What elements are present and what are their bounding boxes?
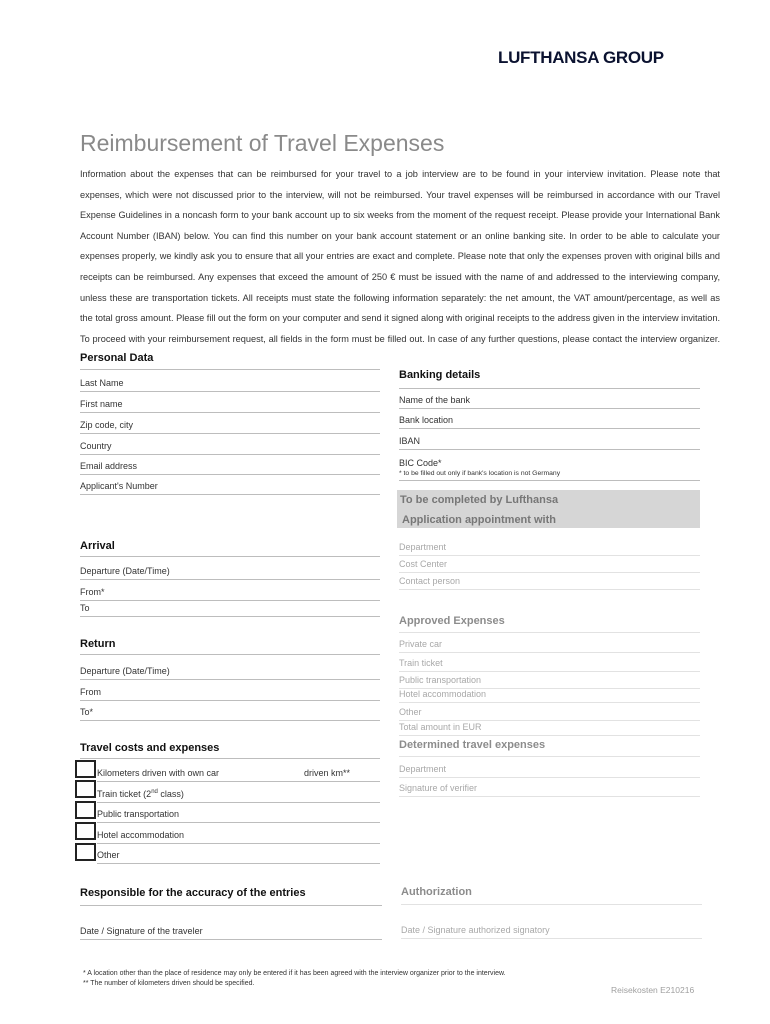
traveler-signature-field[interactable]: Date / Signature of the traveler — [80, 926, 382, 940]
approved-hotel-field: Hotel accommodation — [399, 689, 700, 703]
approved-expenses-heading: Approved Expenses — [399, 615, 505, 627]
other-field[interactable]: Other — [97, 850, 380, 864]
lufthansa-only-title: To be completed by Lufthansa — [400, 494, 559, 506]
arrival-from-field[interactable]: From* — [80, 587, 380, 601]
company-logo: LUFTHANSA GROUP — [498, 48, 664, 67]
train-ticket-checkbox[interactable] — [75, 780, 96, 798]
last-name-field[interactable]: Last Name — [80, 378, 380, 392]
train-ticket-label: Train ticket (2 — [97, 789, 152, 799]
train-ticket-sup: nd — [151, 789, 158, 795]
footnote-km: ** The number of kilometers driven should be specified. — [83, 980, 255, 987]
travel-costs-heading: Travel costs and expenses — [80, 742, 220, 754]
signature-verifier-field: Signature of verifier — [399, 783, 700, 797]
authorized-signature-field: Date / Signature authorized signatory — [401, 925, 702, 939]
return-to-field[interactable]: To* — [80, 707, 380, 721]
approved-train-ticket-field: Train ticket — [399, 658, 700, 672]
arrival-heading: Arrival — [80, 540, 115, 552]
km-label: Kilometers driven with own car — [97, 768, 220, 778]
other-checkbox[interactable] — [75, 843, 96, 861]
divider — [401, 904, 702, 905]
lh-cost-center-field: Cost Center — [399, 559, 700, 573]
first-name-field[interactable]: First name — [80, 399, 380, 413]
train-ticket-label-end: class) — [157, 789, 184, 799]
approved-private-car-field: Private car — [399, 639, 700, 653]
personal-data-heading: Personal Data — [80, 352, 154, 364]
train-ticket-field[interactable] — [97, 789, 380, 803]
bic-field[interactable]: BIC Code* — [399, 458, 442, 468]
divider — [399, 632, 700, 633]
return-departure-field[interactable]: Departure (Date/Time) — [80, 666, 380, 680]
country-field[interactable]: Country — [80, 441, 380, 455]
arrival-departure-field[interactable]: Departure (Date/Time) — [80, 566, 380, 580]
divider — [80, 905, 382, 906]
divider — [80, 758, 380, 759]
bank-name-field[interactable]: Name of the bank — [399, 395, 700, 409]
email-field[interactable]: Email address — [80, 461, 380, 475]
bank-location-field[interactable]: Bank location — [399, 415, 700, 429]
lh-contact-person-field: Contact person — [399, 576, 700, 590]
application-appointment-label: Application appointment with — [402, 514, 556, 526]
divider — [399, 756, 700, 757]
divider — [399, 480, 700, 481]
banking-details-heading: Banking details — [399, 369, 481, 381]
lh-department-field: Department — [399, 542, 700, 556]
zip-city-field[interactable]: Zip code, city — [80, 420, 380, 434]
determined-expenses-heading: Determined travel expenses — [399, 739, 546, 751]
hotel-field[interactable]: Hotel accommodation — [97, 830, 380, 844]
return-heading: Return — [80, 638, 116, 650]
return-from-field[interactable]: From — [80, 687, 380, 701]
arrival-to-field[interactable]: To — [80, 603, 380, 617]
bic-note: * to be filled out only if bank's location is not Germany — [399, 470, 561, 477]
divider — [80, 556, 380, 557]
form-code: Reisekosten E210216 — [611, 985, 695, 995]
iban-field[interactable]: IBAN — [399, 436, 700, 450]
km-field[interactable] — [97, 768, 380, 782]
intro-text: Information about the expenses that can be reimbursed for your travel to a job interview are to be found in your interview invitation. Please note that expenses, which were not discussed prior to the interview, will not be reimbursed. Your travel expenses will be reimbursed in accordance with our Travel Expense Guidelines in a noncash form to your bank account up to six weeks from the moment of the request receipt. Please provide your International Bank Account Number (IBAN) below. You can find this number on your bank account statement or an online banking site. In order to be able to calculate your expenses properly, we kindly ask you to ensure that all your entries are exact and complete. Please note that only the expenses proven with original bills and receipts can be reimbursed. Any expenses that exceed the amount of 250 € must be issued with the name of and addressed to the interviewing company, unless these are transportation tickets. All receipts must state the following information separately: the net amount, the VAT amount/percentage, as well as the total gross amount. Please fill out the form on your computer and send it signed along with original receipts to the address given in the interview invitation. To proceed with your reimbursement request, all fields in the form must be filled out. In case of any further questions, please contact the interview organizer. — [80, 169, 720, 344]
page-title: Reimbursement of Travel Expenses — [80, 130, 445, 156]
authorization-heading: Authorization — [401, 886, 472, 898]
approved-public-transport-field: Public transportation — [399, 675, 700, 689]
determined-department-field: Department — [399, 764, 700, 778]
hotel-checkbox[interactable] — [75, 822, 96, 840]
responsible-heading: Responsible for the accuracy of the entries — [80, 887, 306, 899]
approved-total-field: Total amount in EUR — [399, 722, 700, 736]
public-transport-checkbox[interactable] — [75, 801, 96, 819]
approved-other-field: Other — [399, 707, 700, 721]
applicant-number-field[interactable]: Applicant's Number — [80, 481, 380, 495]
public-transport-field[interactable]: Public transportation — [97, 809, 380, 823]
driven-km-label: driven km** — [304, 768, 351, 778]
divider — [80, 654, 380, 655]
lufthansa-only-box — [397, 490, 700, 528]
footnote-location: * A location other than the place of residence may only be entered if it has been agreed with the interview organizer prior to the interview. — [83, 970, 506, 977]
divider — [80, 369, 380, 370]
km-checkbox[interactable] — [75, 760, 96, 778]
divider — [399, 388, 700, 389]
